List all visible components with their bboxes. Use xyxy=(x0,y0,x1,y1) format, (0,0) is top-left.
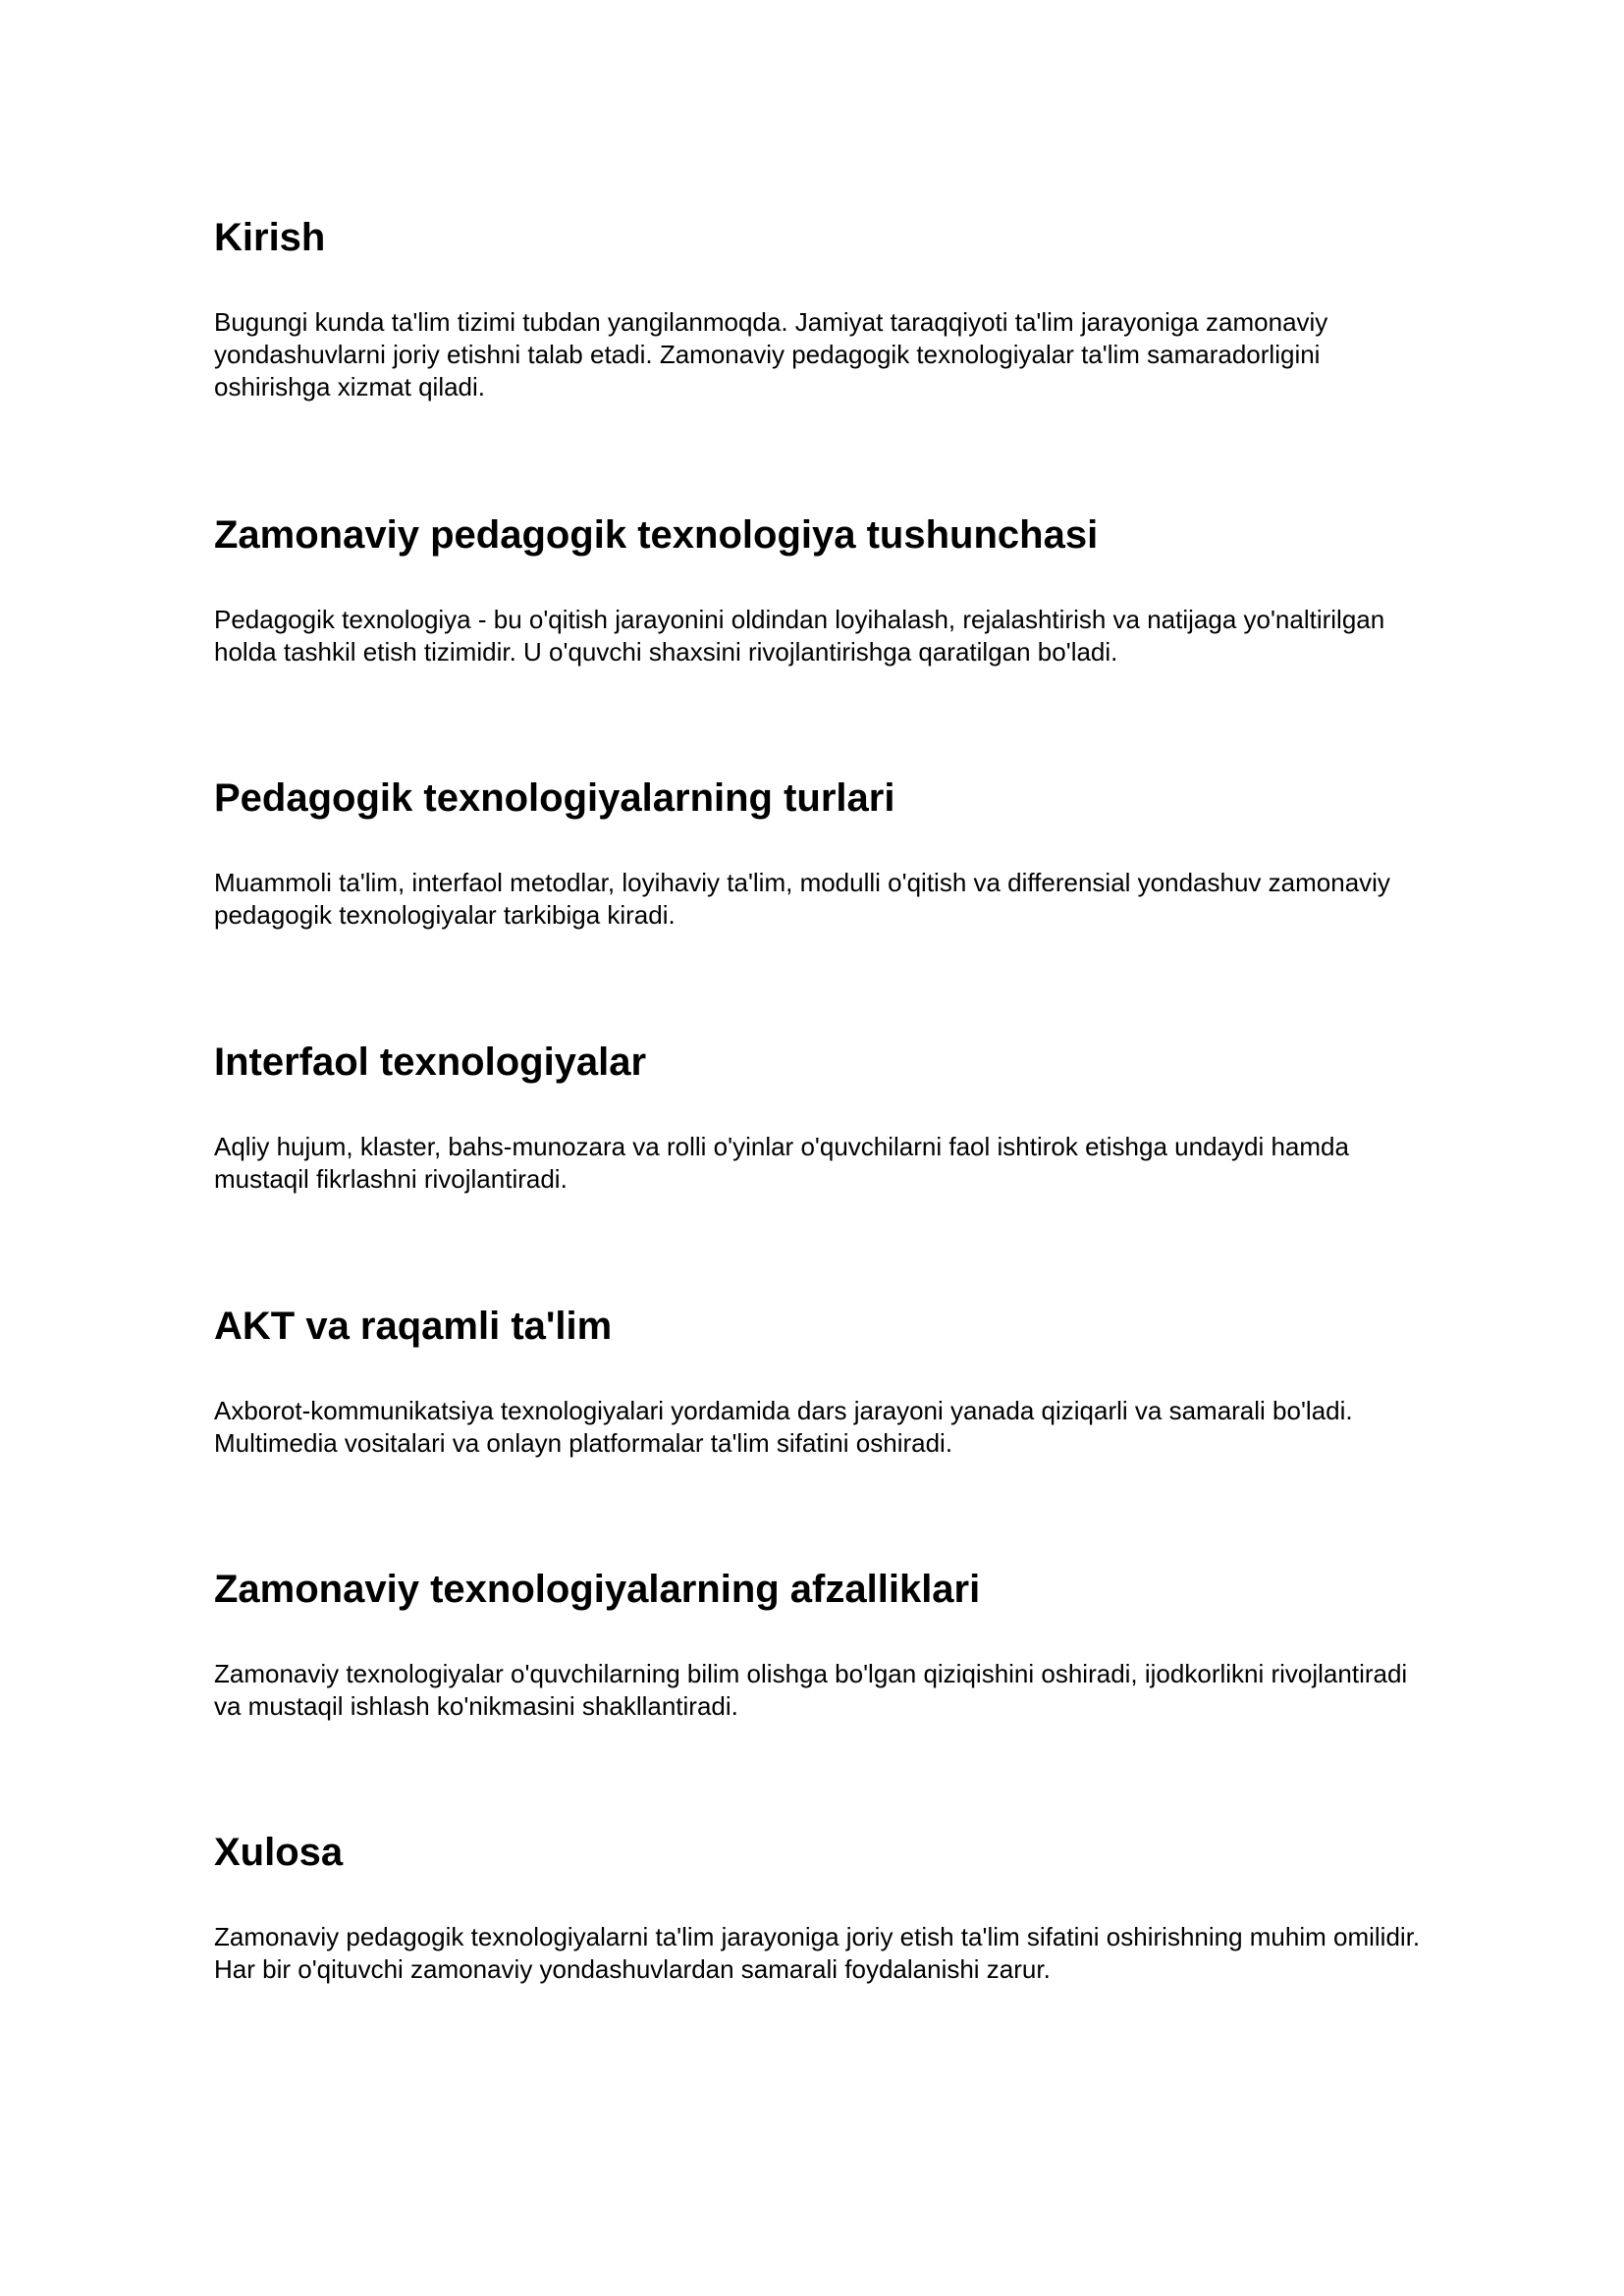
section-interfaol xyxy=(214,1039,1422,1196)
section-xulosa xyxy=(214,1829,1422,1986)
section-paragraph: Muammoli ta'lim, interfaol metodlar, loyihaviy ta'lim, modulli o'qitish va differensial yondashuv zamonaviy pedagogik texnologiyalar tarkibiga kiradi. xyxy=(214,868,1390,930)
section-kirish xyxy=(214,214,1422,403)
section-paragraph: Aqliy hujum, klaster, bahs-munozara va rolli o'yinlar o'quvchilarni faol ishtirok etishga undaydi hamda mustaqil fikrlashni rivojlantiradi. xyxy=(214,1132,1349,1194)
section-paragraph: Pedagogik texnologiya - bu o'qitish jarayonini oldindan loyihalash, rejalashtirish va natijaga yo'naltirilgan holda tashkil etish tizimidir. U o'quvchi shaxsini rivojlantirishga qaratilgan bo'ladi. xyxy=(214,605,1385,667)
section-turlari xyxy=(214,774,1422,932)
section-heading: Zamonaviy texnologiyalarning afzalliklari xyxy=(214,1568,981,1611)
section-paragraph: Axborot-kommunikatsiya texnologiyalari yordamida dars jarayoni yanada qiziqarli va samarali bo'ladi. Multimedia vositalari va onlayn platformalar ta'lim sifatini oshiradi. xyxy=(214,1396,1353,1458)
section-paragraph: Zamonaviy texnologiyalar o'quvchilarning bilim olishga bo'lgan qiziqishini oshiradi, ijodkorlikni rivojlantiradi va mustaqil ishlash ko'nikmasini shakllantiradi. xyxy=(214,1659,1408,1721)
section-heading: Kirish xyxy=(214,216,326,259)
section-heading: AKT va raqamli ta'lim xyxy=(214,1305,613,1348)
section-afzalliklar xyxy=(214,1566,1422,1723)
section-heading: Pedagogik texnologiyalarning turlari xyxy=(214,776,895,820)
section-heading: Interfaol texnologiyalar xyxy=(214,1041,647,1084)
section-paragraph: Bugungi kunda ta'lim tizimi tubdan yangilanmoqda. Jamiyat taraqqiyoti ta'lim jarayoniga zamonaviy yondashuvlarni joriy etishni talab etadi. Zamonaviy pedagogik texnologiyalar ta'lim samaradorligini oshirishga xizmat qiladi. xyxy=(214,307,1328,401)
section-paragraph: Zamonaviy pedagogik texnologiyalarni ta'lim jarayoniga joriy etish ta'lim sifatini oshirishning muhim omilidir. Har bir o'qituvchi zamonaviy yondashuvlardan samarali foydalanishi zarur. xyxy=(214,1922,1421,1984)
section-heading: Xulosa xyxy=(214,1831,344,1874)
section-akt xyxy=(214,1303,1422,1460)
section-heading: Zamonaviy pedagogik texnologiya tushunchasi xyxy=(214,513,1099,557)
section-tushuncha xyxy=(214,511,1422,668)
